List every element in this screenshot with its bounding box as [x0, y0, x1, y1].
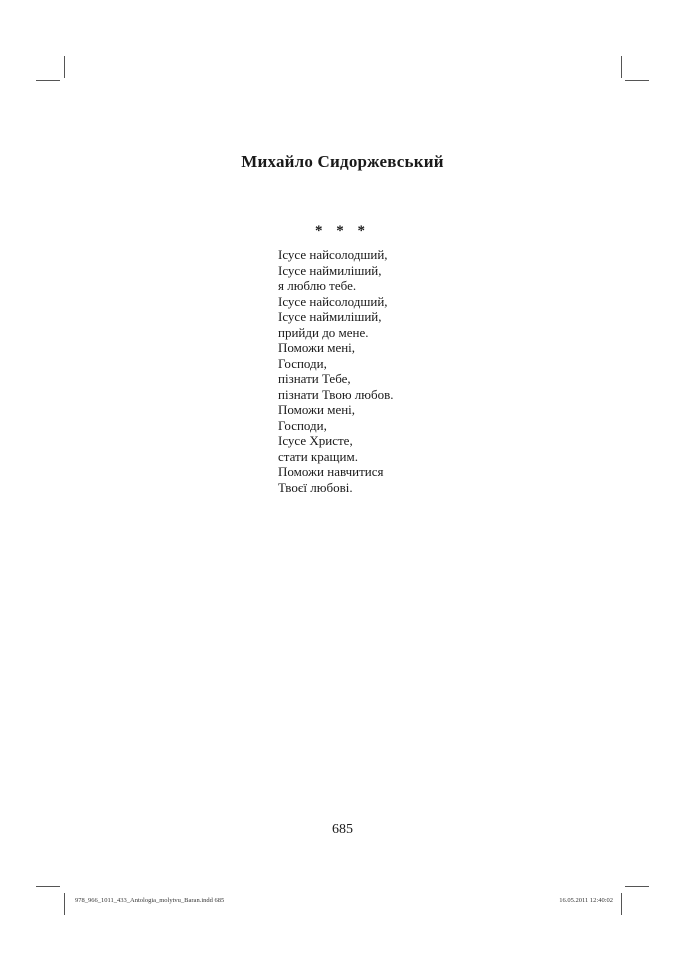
poem-line: Ісусе Христе,: [278, 433, 353, 448]
crop-mark-bottom-right-vertical: [621, 893, 622, 915]
crop-mark-top-right-vertical: [621, 56, 622, 78]
poem-line: Ісусе наймиліший,: [278, 309, 382, 324]
crop-mark-top-left-vertical: [64, 56, 65, 78]
poem-line: пізнати Тебе,: [278, 371, 351, 386]
poem-line: Поможи навчитися: [278, 464, 384, 479]
poem-line: Твоєї любові.: [278, 479, 353, 495]
crop-mark-top-right-horizontal: [625, 80, 649, 81]
crop-mark-bottom-right-horizontal: [625, 886, 649, 887]
author-heading: Михайло Сидоржевський: [241, 152, 444, 171]
poem-line: Ісусе найсолодший,: [278, 293, 388, 309]
crop-mark-top-left-horizontal: [36, 80, 60, 81]
crop-mark-bottom-left-horizontal: [36, 886, 60, 887]
poem-line: Господи,: [278, 417, 327, 433]
poem-line: Поможи мені,: [278, 402, 356, 417]
crop-mark-bottom-left-vertical: [64, 893, 65, 915]
footer-datetime: 16.05.2011 12:40:02: [559, 897, 613, 904]
poem-line: я люблю тебе.: [278, 278, 357, 293]
poem-line: Ісусе наймиліший,: [278, 262, 382, 278]
poem-line: прийди до мене.: [278, 324, 369, 340]
poem-line: Ісусе найсолодший,: [278, 247, 388, 262]
page-number: 685: [332, 822, 353, 837]
poem-text: [278, 247, 394, 495]
poem-line: пізнати Твою любов.: [278, 386, 394, 402]
poem-line: Поможи мені,: [278, 340, 356, 355]
poem-line: Господи,: [278, 355, 327, 371]
footer-file-info: 978_966_1011_433_Antologia_molytvu_Baran.indd 685: [75, 897, 225, 904]
poem-line: стати кращим.: [278, 448, 358, 464]
section-separator: * * *: [315, 223, 370, 239]
